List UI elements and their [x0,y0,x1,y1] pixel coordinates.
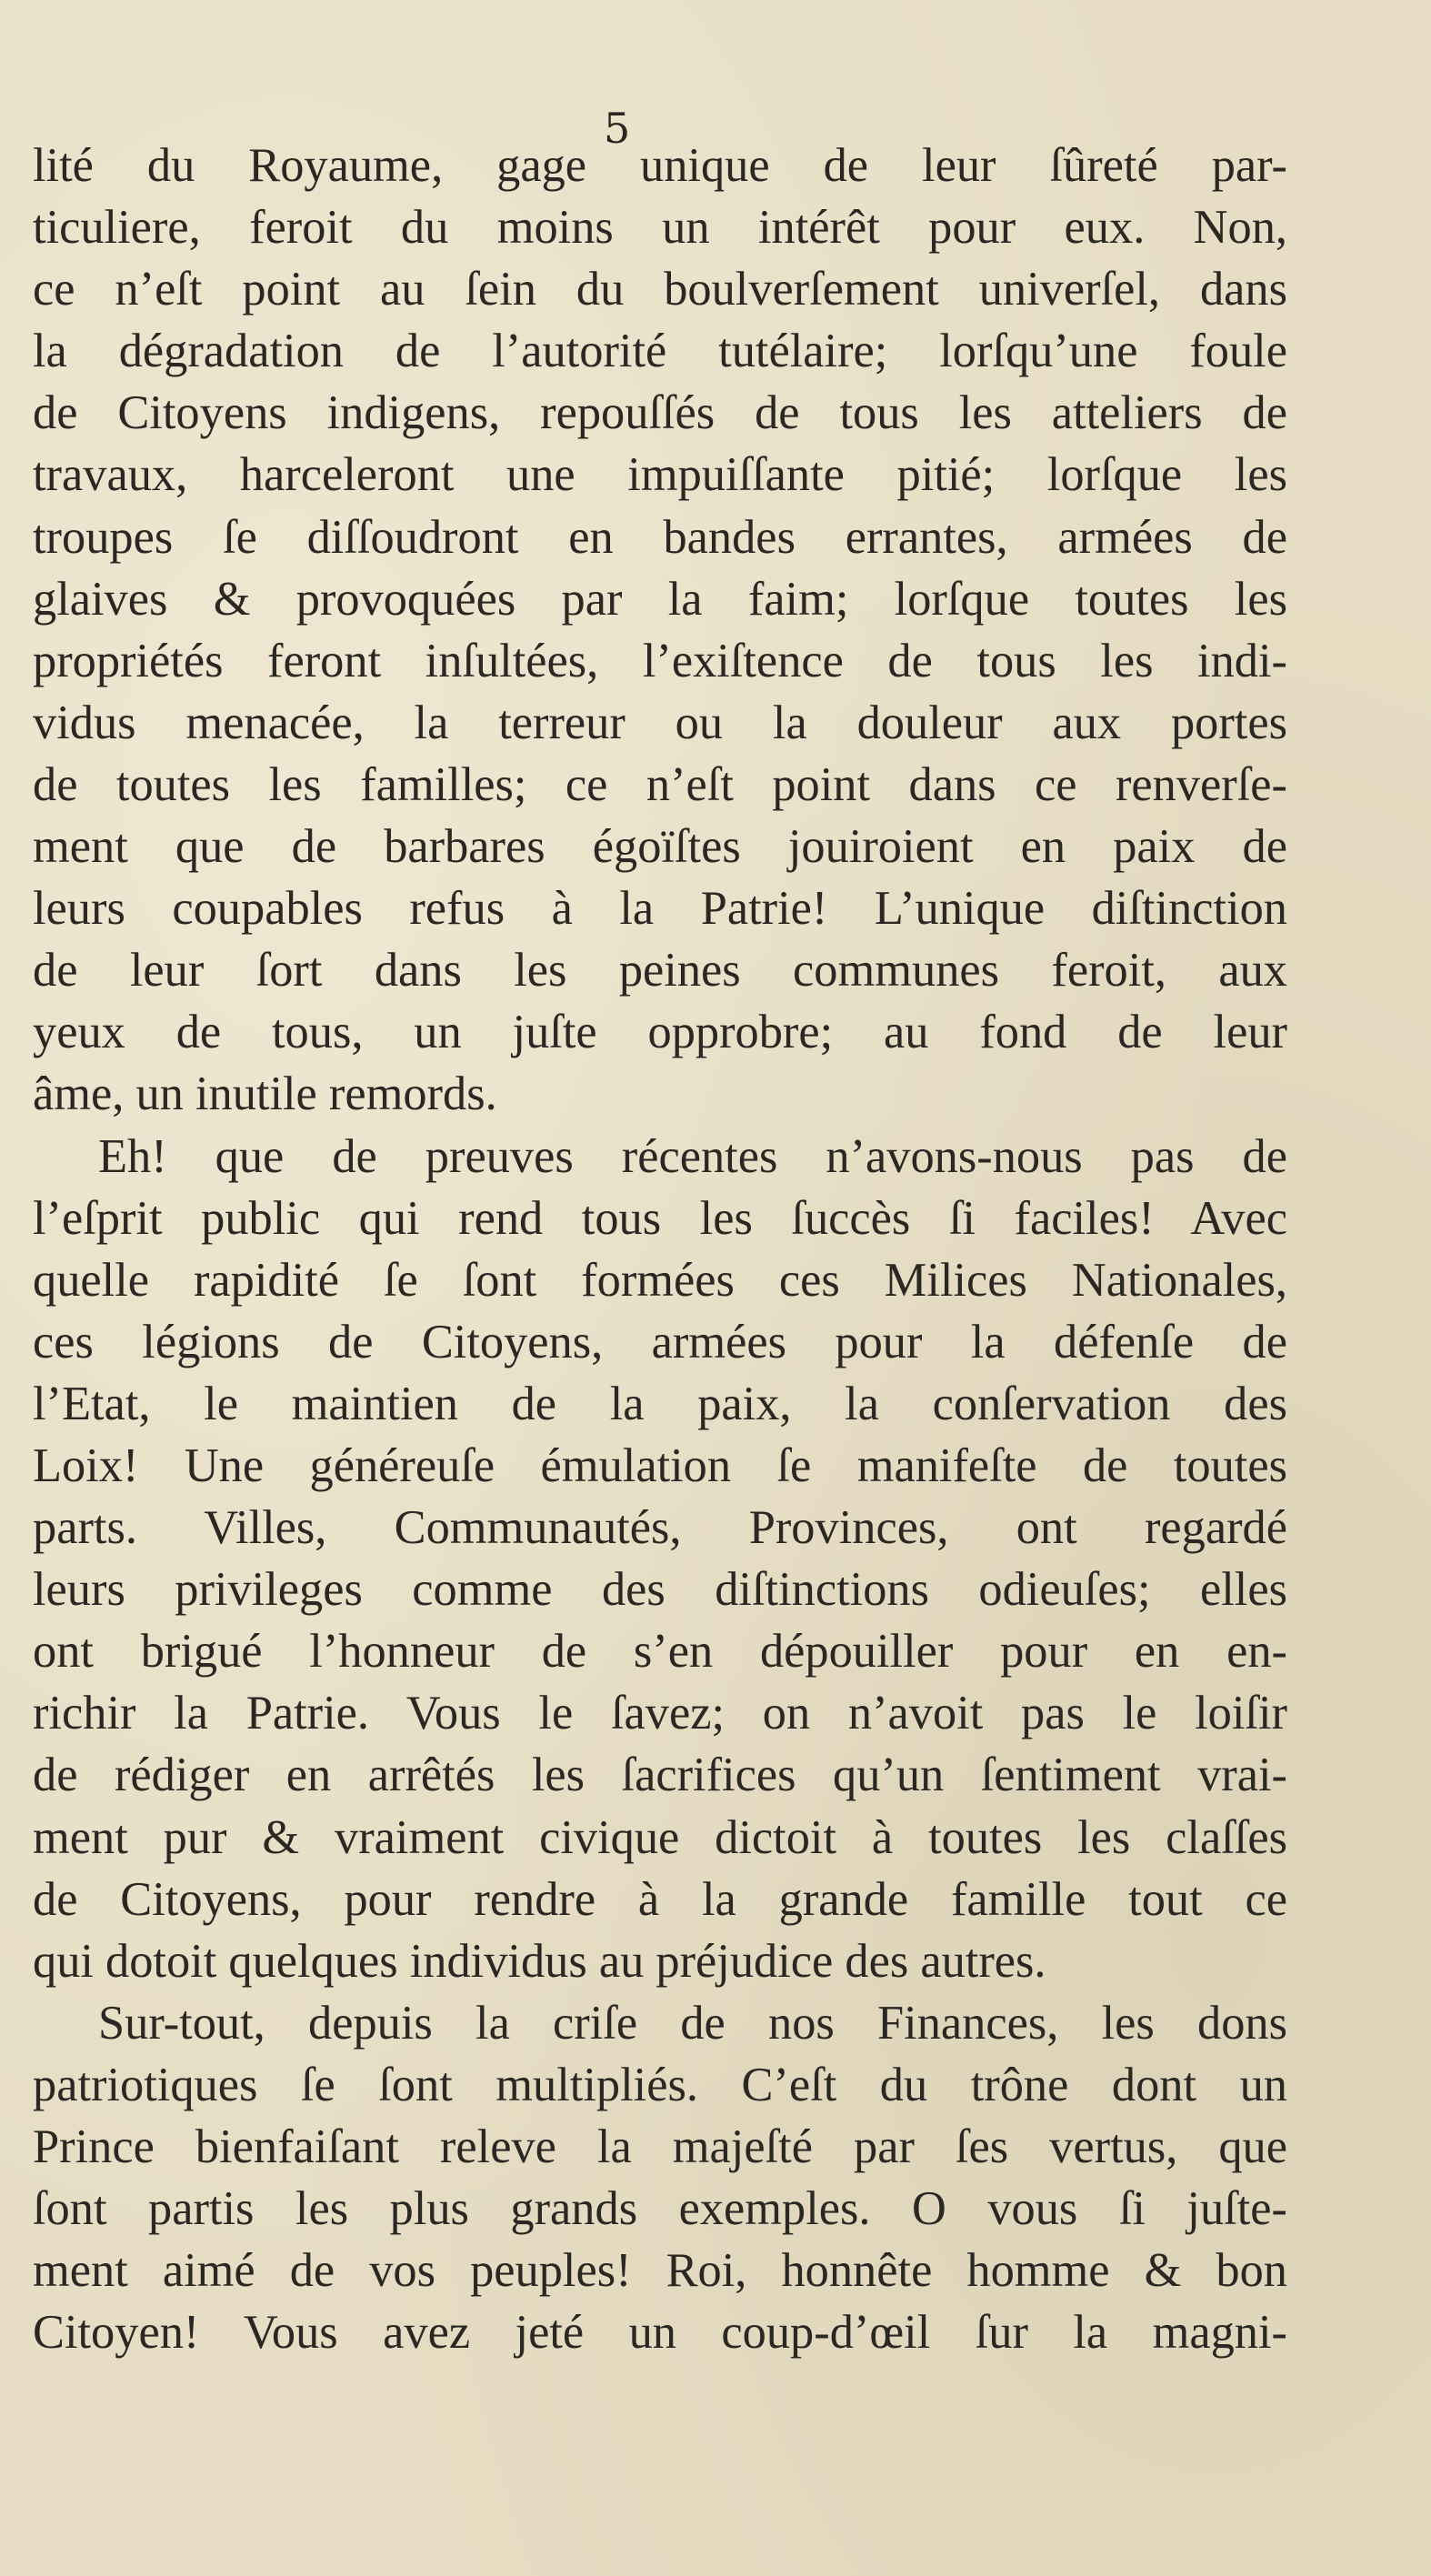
text-line: âme, un inutile remords. [33,1067,497,1121]
text-line: leurs coupables refus à la Patrie! L’unique diſtinction [33,882,1287,936]
text-line: yeux de tous, un juſte opprobre; au fond de leur [33,1006,1287,1059]
text-line: de toutes les familles; ce n’eſt point dans ce renverſe- [33,757,1287,811]
text-line: leurs privileges comme des diſtinctions odieuſes; elles [33,1563,1287,1617]
text-line: Eh! que de preuves récentes n’avons-nous pas de [98,1129,1287,1183]
text-line: de Citoyens, pour rendre à la grande famille tout ce [33,1872,1287,1926]
text-line: ment aimé de vos peuples! Roi, honnête homme & bon [33,2244,1287,2298]
text-line: de Citoyens indigens, repouſſés de tous les atteliers de [33,386,1287,440]
text-line: de leur ſort dans les peines communes feroit, aux [33,944,1287,997]
text-line: Loix! Une généreuſe émulation ſe manifeſte de toutes [33,1438,1287,1492]
text-line: vidus menacée, la terreur ou la douleur aux portes [33,696,1287,749]
text-line: ticuliere, feroit du moins un intérêt pour eux. Non, [33,201,1287,255]
text-line: richir la Patrie. Vous le ſavez; on n’avoit pas le loiſir [33,1687,1287,1740]
body-text [33,135,1287,2363]
text-line: travaux, harceleront une impuiſſante pitié; lorſque les [33,448,1287,502]
text-line: propriétés feront inſultées, l’exiſtence de tous les indi- [33,634,1287,687]
text-line: Citoyen! Vous avez jeté un coup-d’œil ſur la magni- [33,2306,1287,2360]
text-line: qui dotoit quelques individus au préjudice des autres. [33,1934,1046,1988]
text-line: Prince bienfaiſant releve la majeſté par ſes vertus, que [33,2120,1287,2173]
text-line: quelle rapidité ſe ſont formées ces Milices Nationales, [33,1253,1287,1307]
text-line: Sur-tout, depuis la criſe de nos Finances, les dons [98,1996,1287,2050]
text-line: l’Etat, le maintien de la paix, la conſervation des [33,1377,1287,1430]
text-line: glaives & provoquées par la faim; lorſque toutes les [33,572,1287,626]
text-line: ment pur & vraiment civique dictoit à toutes les claſſes [33,1810,1287,1864]
text-line: l’eſprit public qui rend tous les ſuccès ſi faciles! Avec [33,1191,1287,1245]
text-line: la dégradation de l’autorité tutélaire; lorſqu’une foule [33,325,1287,378]
text-line: parts. Villes, Communautés, Provinces, ont regardé [33,1501,1287,1555]
text-line: ment que de barbares égoïſtes jouiroient en paix de [33,820,1287,874]
page-number: 5 [604,104,631,153]
text-line: lité du Royaume, gage unique de leur ſûreté par- [33,139,1287,192]
text-line: troupes ſe diſſoudront en bandes errantes, armées de [33,510,1287,564]
text-line: de rédiger en arrêtés les ſacrifices qu’un ſentiment vrai- [33,1749,1287,1802]
text-line: ce n’eſt point au ſein du boulverſement univerſel, dans [33,263,1287,316]
text-line: patriotiques ſe ſont multipliés. C’eſt du trône dont un [33,2058,1287,2111]
text-line: ont brigué l’honneur de s’en dépouiller pour en en- [33,1625,1287,1679]
text-line: ces légions de Citoyens, armées pour la défenſe de [33,1315,1287,1368]
text-line: ſont partis les plus grands exemples. O vous ſi juſte- [33,2182,1287,2236]
